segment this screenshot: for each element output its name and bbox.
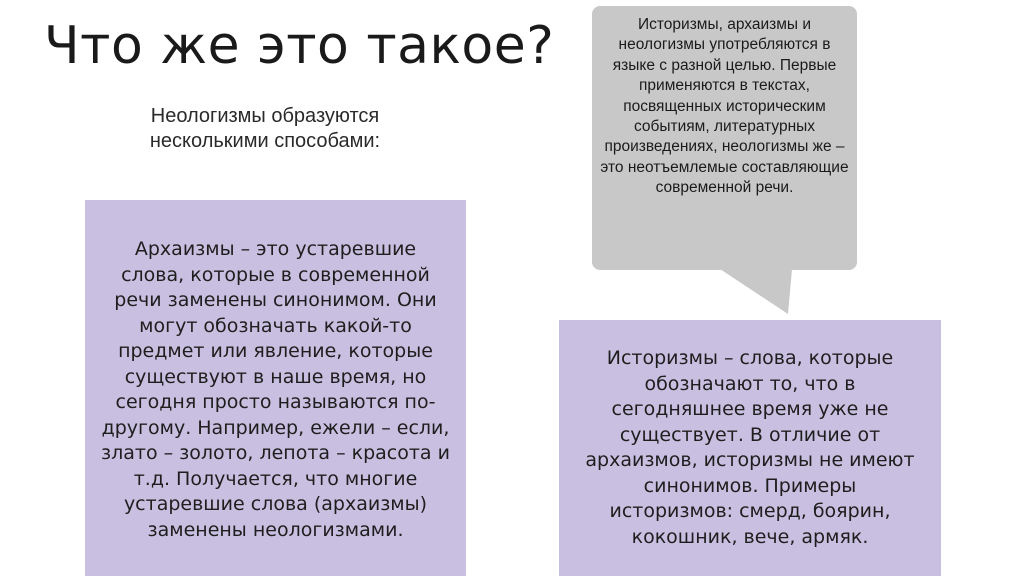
speech-bubble-tail (720, 269, 792, 315)
archaisms-definition-box (85, 200, 466, 576)
historicisms-definition-box (559, 320, 941, 576)
historicisms-definition-text: Историзмы – слова, которые обозначают то, что в сегодняшнее время уже не существует. В отличие от архаизмов, историзмы не имеют синонимов. Примеры историзмов: смерд, боярин, кокошник, вече, армяк. (585, 347, 915, 548)
slide-subtitle: Неологизмы образуются несколькими способами: (149, 105, 381, 152)
archaisms-definition-text: Архаизмы – это устаревшие слова, которые в современной речи заменены синонимом. Они могут обозначать какой-то предмет или явление, которые существуют в наше время, но сегодня просто называются по-другому. Например, ежели – если, злато – золото, лепота – красота и т.д. Получается, что многие устаревшие слова (архаизмы) заменены неологизмами. (101, 238, 450, 541)
speech-bubble-text: Историзмы, архаизмы и неологизмы употребляются в языке с разной целью. Первые применяются в текстах, посвященных историческим событиям, литературных произведениях, неологизмы же – это неотъемлемые составляющие современной речи. (600, 16, 849, 197)
speech-bubble (592, 6, 857, 270)
slide-title: Что же это такое? (44, 16, 555, 76)
